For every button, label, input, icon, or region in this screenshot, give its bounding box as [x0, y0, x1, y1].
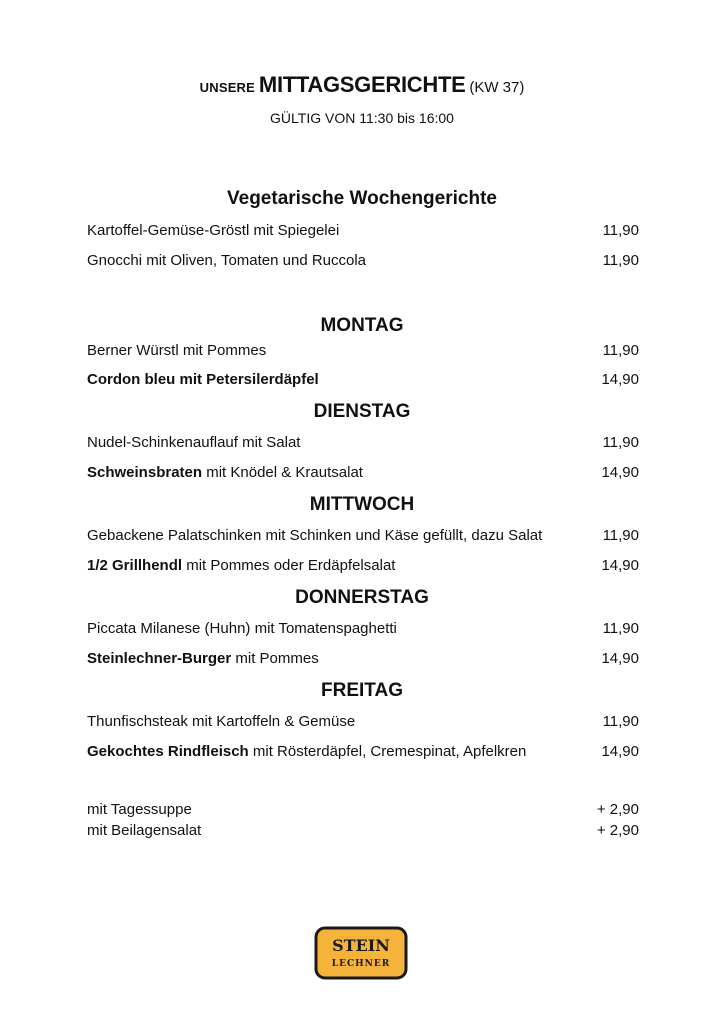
title-main: MITTAGSGERICHTE: [258, 72, 466, 97]
menu-item-price: 11,90: [602, 527, 639, 544]
menu-item-name: [87, 371, 319, 388]
menu-item-price: 14,90: [601, 464, 639, 481]
menu-item-name: [87, 650, 319, 667]
menu-item-name: [87, 557, 395, 574]
menu-item: [87, 371, 639, 391]
title-week: (KW 37): [469, 79, 525, 96]
menu-item: [87, 252, 639, 272]
section-heading-vegetarian: Vegetarische Wochengerichte: [227, 188, 497, 209]
menu-item-price: 11,90: [602, 713, 639, 730]
extra-item-salad: [87, 822, 639, 842]
menu-item-price: 14,90: [601, 371, 639, 388]
menu-item: [87, 527, 639, 547]
menu-item-bold: 1/2 Grillhendl: [87, 557, 183, 574]
day-heading-donnerstag: DONNERSTAG: [295, 587, 429, 608]
menu-item-price: 11,90: [602, 252, 639, 269]
menu-item: [87, 434, 639, 454]
day-heading-montag: MONTAG: [320, 315, 404, 336]
menu-item: [87, 342, 639, 362]
menu-item: [87, 650, 639, 670]
menu-item-text: Kartoffel-Gemüse-Gröstl mit Spiegelei: [87, 222, 340, 239]
day-heading-mittwoch: MITTWOCH: [309, 494, 415, 515]
extra-item-price: + 2,90: [596, 801, 639, 818]
menu-item-text: Gebackene Palatschinken mit Schinken und Käse gefüllt, dazu Salat: [87, 527, 543, 544]
menu-item-text: mit Pommes oder Erdäpfelsalat: [182, 557, 396, 574]
steinlechner-logo: [313, 925, 409, 981]
menu-item-bold: Cordon bleu mit Petersilerdäpfel: [87, 371, 319, 388]
menu-item: [87, 464, 639, 484]
extra-item-name: mit Beilagensalat: [87, 822, 202, 839]
validity-subtitle: GÜLTIG VON 11:30 bis 16:00: [270, 110, 454, 126]
menu-item-price: 14,90: [601, 650, 639, 667]
menu-item-name: [87, 743, 526, 760]
menu-item: [87, 222, 639, 242]
menu-item-price: 14,90: [601, 743, 639, 760]
menu-item-text: Gnocchi mit Oliven, Tomaten und Ruccola: [87, 252, 367, 269]
menu-item-text: Berner Würstl mit Pommes: [87, 342, 267, 359]
menu-item-price: 11,90: [602, 620, 639, 637]
menu-item-price: 11,90: [602, 342, 639, 359]
page-title: [0, 72, 724, 98]
menu-item-name: [87, 620, 397, 637]
logo-text-line2: LECHNER: [331, 959, 391, 969]
menu-item: [87, 557, 639, 577]
extra-item-name: mit Tagessuppe: [87, 801, 192, 818]
menu-item-price: 11,90: [602, 222, 639, 239]
menu-item-name: [87, 434, 300, 451]
menu-item: [87, 713, 639, 733]
menu-item-text: Piccata Milanese (Huhn) mit Tomatenspaghetti: [87, 620, 397, 637]
extra-item-price: + 2,90: [596, 822, 639, 839]
menu-item-price: 11,90: [602, 434, 639, 451]
menu-item-text: mit Rösterdäpfel, Cremespinat, Apfelkren: [248, 743, 527, 760]
menu-item-text: mit Knödel & Krautsalat: [202, 464, 363, 481]
menu-item: [87, 743, 639, 763]
logo-text-line1: STEIN: [332, 936, 390, 955]
day-heading-freitag: FREITAG: [321, 680, 403, 701]
menu-item-name: [87, 527, 542, 544]
menu-item-name: [87, 222, 339, 239]
day-heading-dienstag: DIENSTAG: [313, 401, 411, 422]
menu-item-name: [87, 342, 266, 359]
menu-item-bold: Schweinsbraten: [87, 464, 203, 481]
menu-item-text: Nudel-Schinkenauflauf mit Salat: [87, 434, 301, 451]
menu-item-price: 14,90: [601, 557, 639, 574]
menu-item: [87, 620, 639, 640]
menu-item-text: Thunfischsteak mit Kartoffeln & Gemüse: [87, 713, 356, 730]
menu-item-name: [87, 464, 363, 481]
title-prefix: UNSERE: [199, 80, 256, 95]
extra-item-soup: [87, 801, 639, 821]
menu-item-bold: Gekochtes Rindfleisch: [87, 743, 249, 760]
menu-item-bold: Steinlechner-Burger: [87, 650, 232, 667]
menu-item-name: [87, 252, 366, 269]
menu-item-name: [87, 713, 355, 730]
menu-item-text: mit Pommes: [231, 650, 319, 667]
